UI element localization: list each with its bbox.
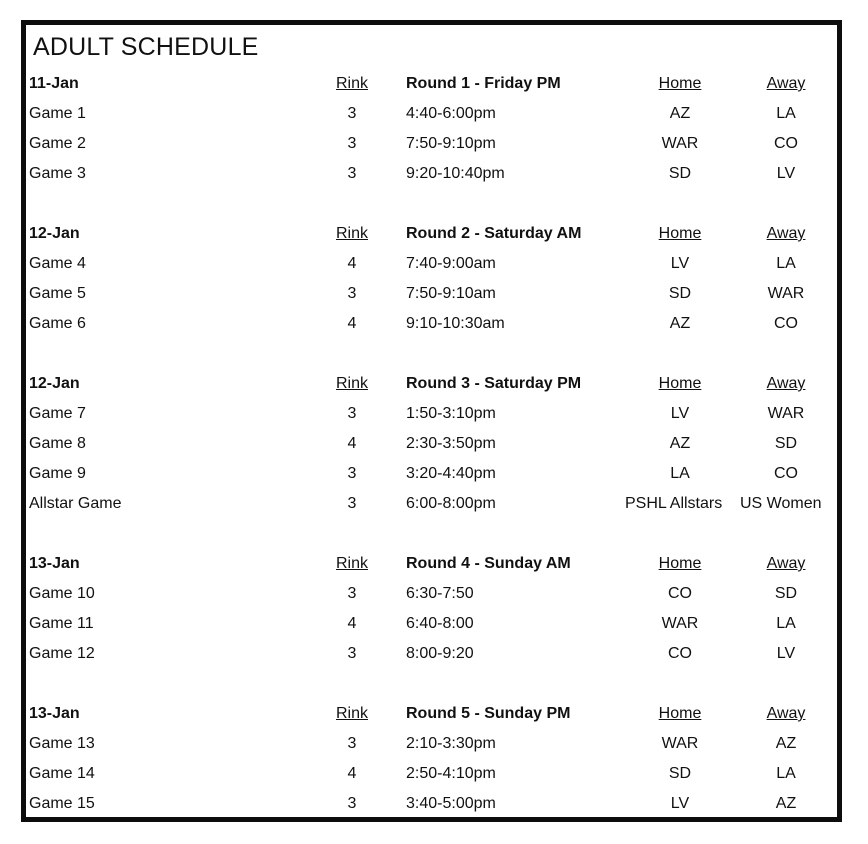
game-label: Game 13: [29, 735, 95, 752]
game-row: [26, 759, 837, 789]
game-row: [26, 159, 837, 189]
section-header: [26, 699, 837, 729]
home-team: PSHL Allstars: [625, 495, 723, 512]
rink-number: 3: [347, 285, 357, 302]
rink-number: 3: [347, 735, 357, 752]
home-team: AZ: [669, 435, 691, 452]
game-row: [26, 309, 837, 339]
game-row: [26, 99, 837, 129]
section-header: [26, 219, 837, 249]
game-label: Game 1: [29, 105, 86, 122]
game-row: [26, 249, 837, 279]
game-row: [26, 639, 837, 669]
home-team: SD: [668, 285, 692, 302]
game-time: 9:20-10:40pm: [406, 165, 505, 182]
away-team: US Women: [740, 495, 822, 512]
rink-number: 3: [347, 585, 357, 602]
page-title: ADULT SCHEDULE: [33, 33, 259, 61]
home-team: SD: [668, 165, 692, 182]
home-team: WAR: [661, 135, 699, 152]
away-team: CO: [774, 135, 798, 152]
game-label: Game 6: [29, 315, 86, 332]
away-column-header: Away: [766, 375, 806, 392]
round-title: Round 5 - Sunday PM: [406, 705, 571, 722]
rink-number: 4: [347, 255, 357, 272]
game-label: Game 8: [29, 435, 86, 452]
rink-number: 3: [347, 165, 357, 182]
game-time: 2:50-4:10pm: [406, 765, 496, 782]
away-team: LV: [776, 645, 796, 662]
game-label: Game 3: [29, 165, 86, 182]
game-row: [26, 129, 837, 159]
game-row: [26, 429, 837, 459]
game-label: Game 15: [29, 795, 95, 812]
away-team: SD: [774, 435, 798, 452]
round-title: Round 1 - Friday PM: [406, 75, 561, 92]
game-time: 4:40-6:00pm: [406, 105, 496, 122]
game-time: 7:40-9:00am: [406, 255, 496, 272]
game-row: [26, 729, 837, 759]
game-label: Game 11: [29, 615, 94, 632]
game-label: Game 2: [29, 135, 86, 152]
game-time: 6:00-8:00pm: [406, 495, 496, 512]
game-time: 2:10-3:30pm: [406, 735, 496, 752]
game-row: [26, 489, 837, 519]
home-team: LV: [670, 405, 690, 422]
away-team: LA: [776, 615, 796, 632]
game-label: Game 12: [29, 645, 95, 662]
home-team: AZ: [669, 315, 691, 332]
game-label: Game 14: [29, 765, 95, 782]
home-team: LA: [670, 465, 690, 482]
section-date: 13-Jan: [29, 705, 80, 722]
rink-number: 3: [347, 135, 357, 152]
section-header: [26, 549, 837, 579]
schedule-frame: [21, 20, 842, 822]
game-time: 7:50-9:10am: [406, 285, 496, 302]
round-title: Round 3 - Saturday PM: [406, 375, 582, 392]
home-team: CO: [668, 585, 692, 602]
rink-column-header: Rink: [335, 705, 368, 722]
game-time: 9:10-10:30am: [406, 315, 505, 332]
rink-number: 3: [347, 105, 357, 122]
game-row: [26, 459, 837, 489]
away-column-header: Away: [766, 75, 806, 92]
away-team: LV: [776, 165, 796, 182]
home-column-header: Home: [658, 705, 702, 722]
away-team: SD: [774, 585, 798, 602]
rink-column-header: Rink: [335, 75, 368, 92]
game-time: 6:40-8:00: [406, 615, 474, 632]
home-column-header: Home: [658, 375, 702, 392]
home-team: AZ: [669, 105, 691, 122]
away-column-header: Away: [766, 555, 806, 572]
rink-number: 4: [347, 435, 357, 452]
rink-number: 3: [347, 495, 357, 512]
away-team: LA: [776, 255, 796, 272]
section-date: 11-Jan: [29, 75, 79, 92]
home-team: SD: [668, 765, 692, 782]
away-team: LA: [776, 105, 796, 122]
rink-column-header: Rink: [335, 375, 368, 392]
game-row: [26, 609, 837, 639]
rink-column-header: Rink: [335, 225, 368, 242]
section-date: 13-Jan: [29, 555, 80, 572]
away-team: CO: [774, 465, 798, 482]
away-column-header: Away: [766, 225, 806, 242]
away-team: WAR: [767, 285, 805, 302]
game-time: 3:20-4:40pm: [406, 465, 496, 482]
home-team: WAR: [661, 615, 699, 632]
section-header: [26, 69, 837, 99]
rink-number: 3: [347, 645, 357, 662]
game-row: [26, 399, 837, 429]
rink-number: 4: [347, 615, 357, 632]
rink-number: 4: [347, 315, 357, 332]
away-team: AZ: [775, 735, 797, 752]
round-title: Round 2 - Saturday AM: [406, 225, 582, 242]
game-label: Allstar Game: [29, 495, 122, 512]
section-date: 12-Jan: [29, 375, 80, 392]
game-label: Game 9: [29, 465, 86, 482]
game-row: [26, 279, 837, 309]
section-header: [26, 369, 837, 399]
rink-number: 4: [347, 765, 357, 782]
home-team: LV: [670, 255, 690, 272]
schedule-table: [26, 25, 837, 817]
home-column-header: Home: [658, 75, 702, 92]
game-time: 6:30-7:50: [406, 585, 474, 602]
game-time: 8:00-9:20: [406, 645, 474, 662]
game-time: 2:30-3:50pm: [406, 435, 496, 452]
game-row: [26, 789, 837, 819]
home-team: WAR: [661, 735, 699, 752]
away-column-header: Away: [766, 705, 806, 722]
rink-number: 3: [347, 465, 357, 482]
rink-column-header: Rink: [335, 555, 368, 572]
game-time: 1:50-3:10pm: [406, 405, 496, 422]
game-label: Game 4: [29, 255, 86, 272]
home-column-header: Home: [658, 225, 702, 242]
away-team: WAR: [767, 405, 805, 422]
away-team: LA: [776, 765, 796, 782]
game-label: Game 7: [29, 405, 86, 422]
rink-number: 3: [347, 795, 357, 812]
rink-number: 3: [347, 405, 357, 422]
home-column-header: Home: [658, 555, 702, 572]
round-title: Round 4 - Sunday AM: [406, 555, 571, 572]
home-team: LV: [670, 795, 690, 812]
game-label: Game 5: [29, 285, 86, 302]
game-row: [26, 579, 837, 609]
home-team: CO: [668, 645, 692, 662]
game-time: 7:50-9:10pm: [406, 135, 496, 152]
away-team: CO: [774, 315, 798, 332]
game-time: 3:40-5:00pm: [406, 795, 496, 812]
game-label: Game 10: [29, 585, 95, 602]
section-date: 12-Jan: [29, 225, 80, 242]
away-team: AZ: [775, 795, 797, 812]
